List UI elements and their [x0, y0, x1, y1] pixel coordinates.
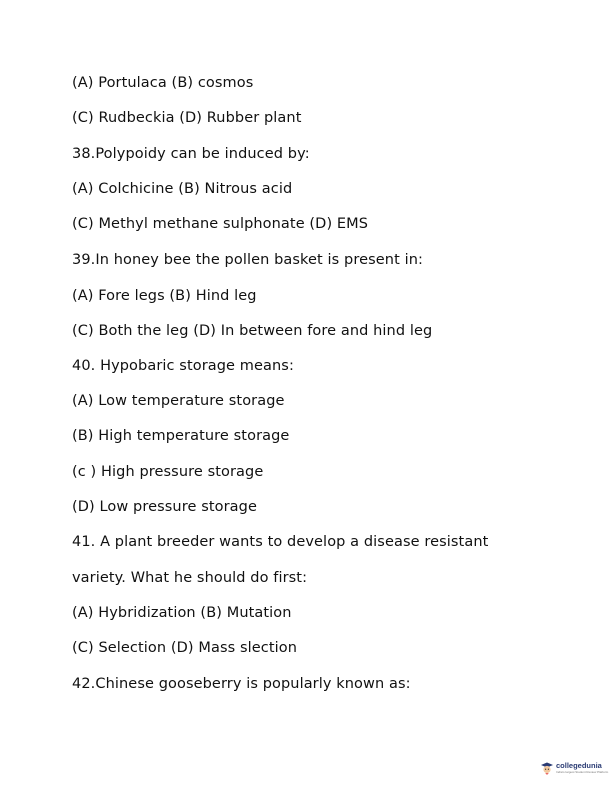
option-line-37-c-d: (C) Rudbeckia (D) Rubber plant [72, 110, 302, 126]
collegedunia-logo [540, 760, 608, 776]
option-line-39-a-b: (A) Fore legs (B) Hind leg [72, 288, 257, 304]
option-line-38-c-d: (C) Methyl methane sulphonate (D) EMS [72, 216, 369, 232]
option-line-41-c-d: (C) Selection (D) Mass slection [72, 640, 298, 656]
question-39: 39.In honey bee the pollen basket is present in: [72, 252, 423, 268]
question-38: 38.Polypoidy can be induced by: [72, 146, 310, 162]
question-41-line-2: variety. What he should do first: [72, 570, 308, 586]
option-line-37-a-b: (A) Portulaca (B) cosmos [72, 75, 254, 91]
option-40-d: (D) Low pressure storage [72, 499, 257, 515]
option-line-39-c-d: (C) Both the leg (D) In between fore and hind leg [72, 323, 433, 339]
option-40-a: (A) Low temperature storage [72, 393, 285, 409]
option-line-41-a-b: (A) Hybridization (B) Mutation [72, 605, 292, 621]
question-40: 40. Hypobaric storage means: [72, 358, 294, 374]
option-line-38-a-b: (A) Colchicine (B) Nitrous acid [72, 181, 293, 197]
option-40-b: (B) High temperature storage [72, 428, 290, 444]
graduate-mascot-icon [540, 761, 554, 775]
logo-name: collegedunia [556, 761, 602, 771]
question-41-line-1: 41. A plant breeder wants to develop a disease resistant [72, 534, 489, 550]
question-42: 42.Chinese gooseberry is popularly known as: [72, 676, 411, 692]
logo-tagline: India's largest Student Review Platform [556, 769, 609, 774]
logo-text [556, 762, 608, 774]
option-40-c: (c ) High pressure storage [72, 464, 264, 480]
